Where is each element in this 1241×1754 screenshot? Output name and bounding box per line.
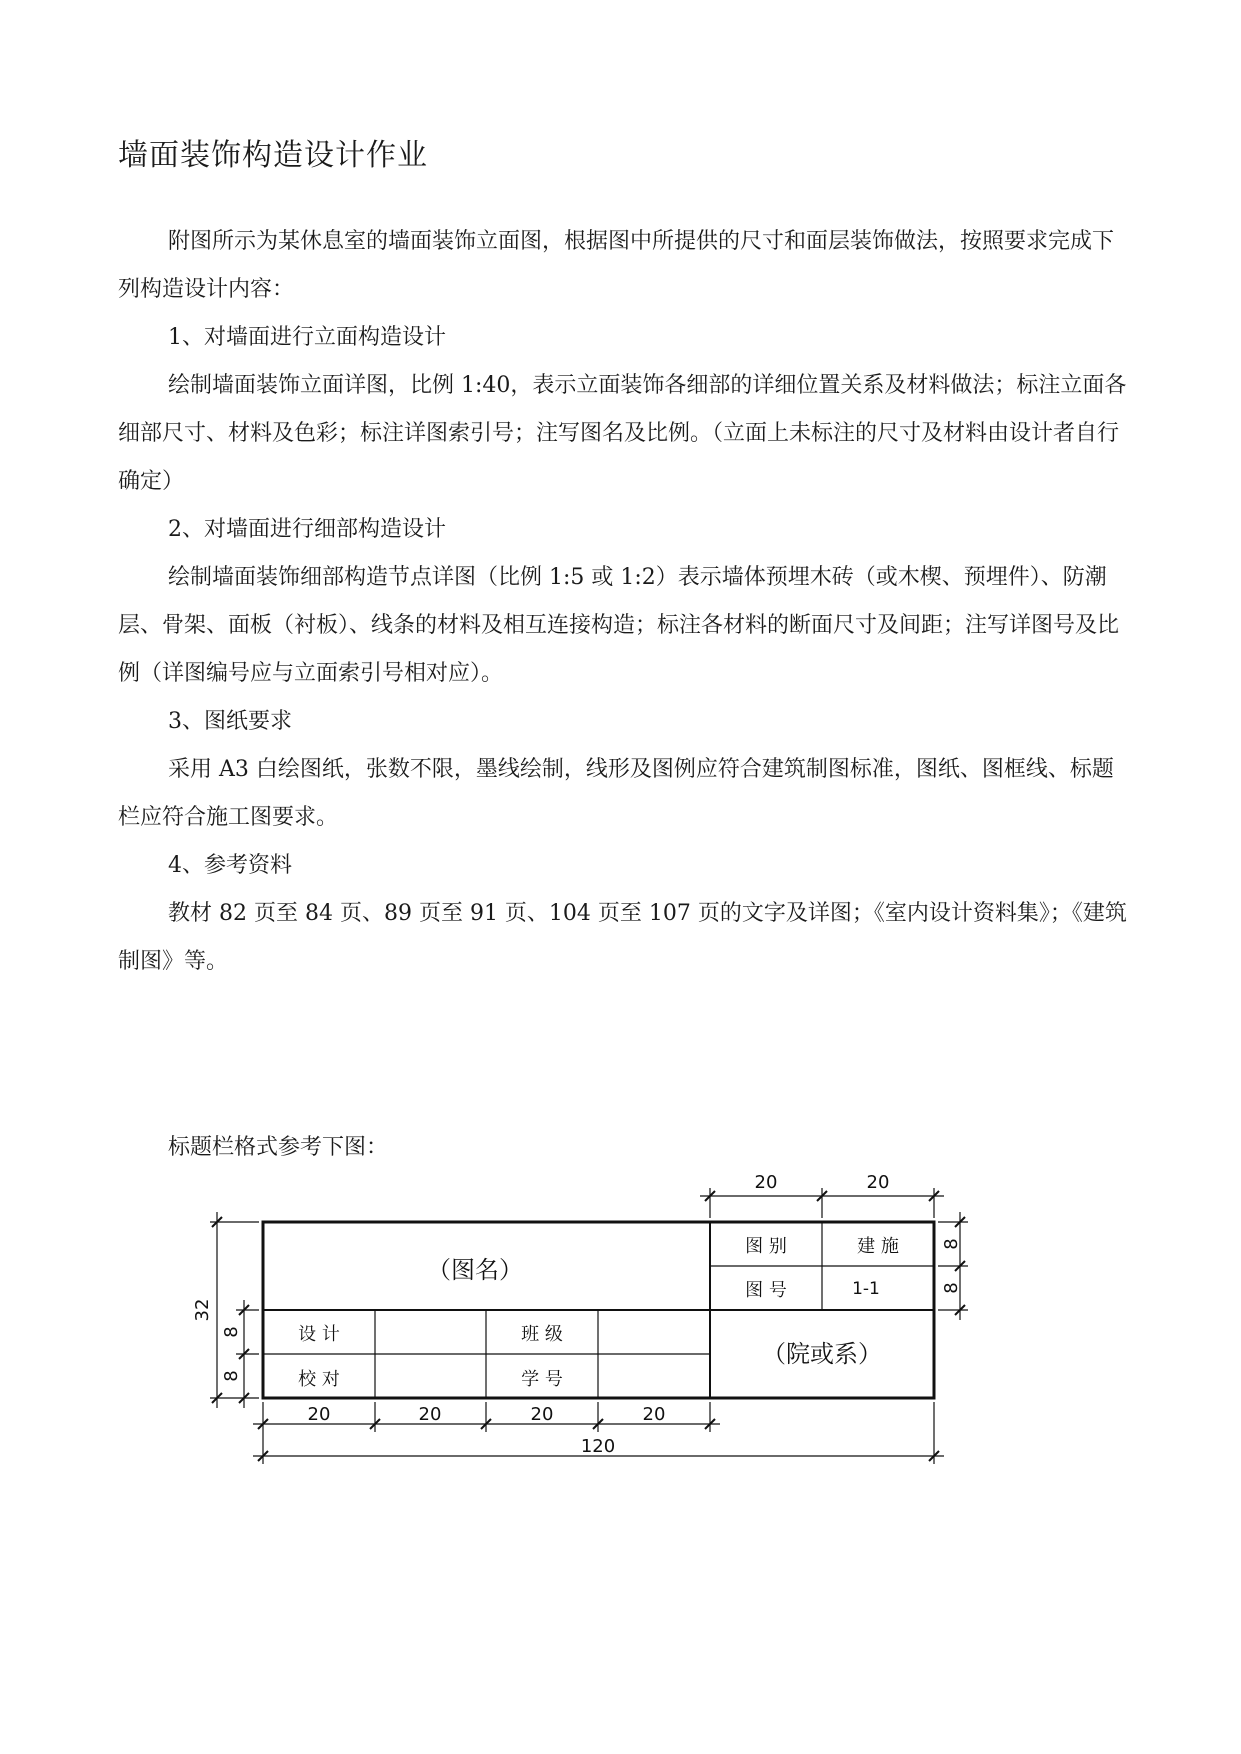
category-label: 图 别 — [745, 1236, 787, 1257]
section-1-body: 绘制墙面装饰立面详图，比例 1:40，表示立面装饰各细部的详细位置关系及材料做法；标注立面各细部尺寸、材料及色彩；标注详图索引号；注写图名及比例。（立面上未标注的尺寸及材料由设计者自行确定） — [118, 373, 1127, 494]
section-3-heading: 3、图纸要求 — [168, 709, 292, 734]
dim-right-2: 8 — [941, 1282, 962, 1294]
dim-bottom-1: 20 — [307, 1404, 331, 1425]
dim-bottom-total: 120 — [580, 1436, 616, 1457]
dim-top-2: 20 — [866, 1172, 890, 1193]
number-value: 1-1 — [852, 1279, 880, 1299]
document-title: 墙面装饰构造设计作业 — [118, 138, 428, 173]
section-3-body: 采用 A3 白绘图纸，张数不限，墨线绘制，线形及图例应符合建筑制图标准，图纸、图框线、标题栏应符合施工图要求。 — [118, 757, 1114, 830]
design-label: 设 计 — [298, 1324, 340, 1345]
dim-top-1: 20 — [754, 1172, 778, 1193]
dim-right-1: 8 — [941, 1238, 962, 1250]
dim-left-total: 32 — [192, 1298, 213, 1322]
class-label: 班 级 — [521, 1324, 563, 1345]
top-dimension — [700, 1188, 944, 1218]
dim-bottom-4: 20 — [642, 1404, 666, 1425]
student-no-label: 学 号 — [521, 1369, 563, 1390]
right-dimension — [938, 1212, 968, 1320]
dim-left-2: 8 — [221, 1370, 242, 1382]
title-block-caption: 标题栏格式参考下图： — [168, 1135, 389, 1160]
institute-text: （院或系） — [762, 1340, 882, 1368]
section-2-body: 绘制墙面装饰细部构造节点详图（比例 1:5 或 1:2）表示墙体预埋木砖（或木楔、预埋件）、防潮层、骨架、面板（衬板）、线条的材料及相互连接构造；标注各材料的断面尺寸及间距；注写详图号及比例（详图编号应与立面索引号相对应）。 — [118, 565, 1120, 686]
check-label: 校 对 — [298, 1369, 340, 1390]
section-4-body: 教材 82 页至 84 页、89 页至 91 页、104 页至 107 页的文字及详图；《室内设计资料集》；《建筑制图》等。 — [118, 901, 1127, 974]
section-1-heading: 1、对墙面进行立面构造设计 — [168, 325, 446, 350]
section-2-heading: 2、对墙面进行细部构造设计 — [168, 517, 446, 542]
dim-left-1: 8 — [221, 1326, 242, 1338]
section-4-heading: 4、参考资料 — [168, 853, 292, 878]
category-value: 建 施 — [857, 1236, 899, 1257]
intro-paragraph: 附图所示为某休息室的墙面装饰立面图，根据图中所提供的尺寸和面层装饰做法，按照要求完成下列构造设计内容： — [118, 229, 1115, 302]
number-label: 图 号 — [745, 1280, 787, 1301]
dim-bottom-2: 20 — [418, 1404, 442, 1425]
drawing-name-text: （图名） — [427, 1256, 523, 1284]
dim-bottom-3: 20 — [530, 1404, 554, 1425]
